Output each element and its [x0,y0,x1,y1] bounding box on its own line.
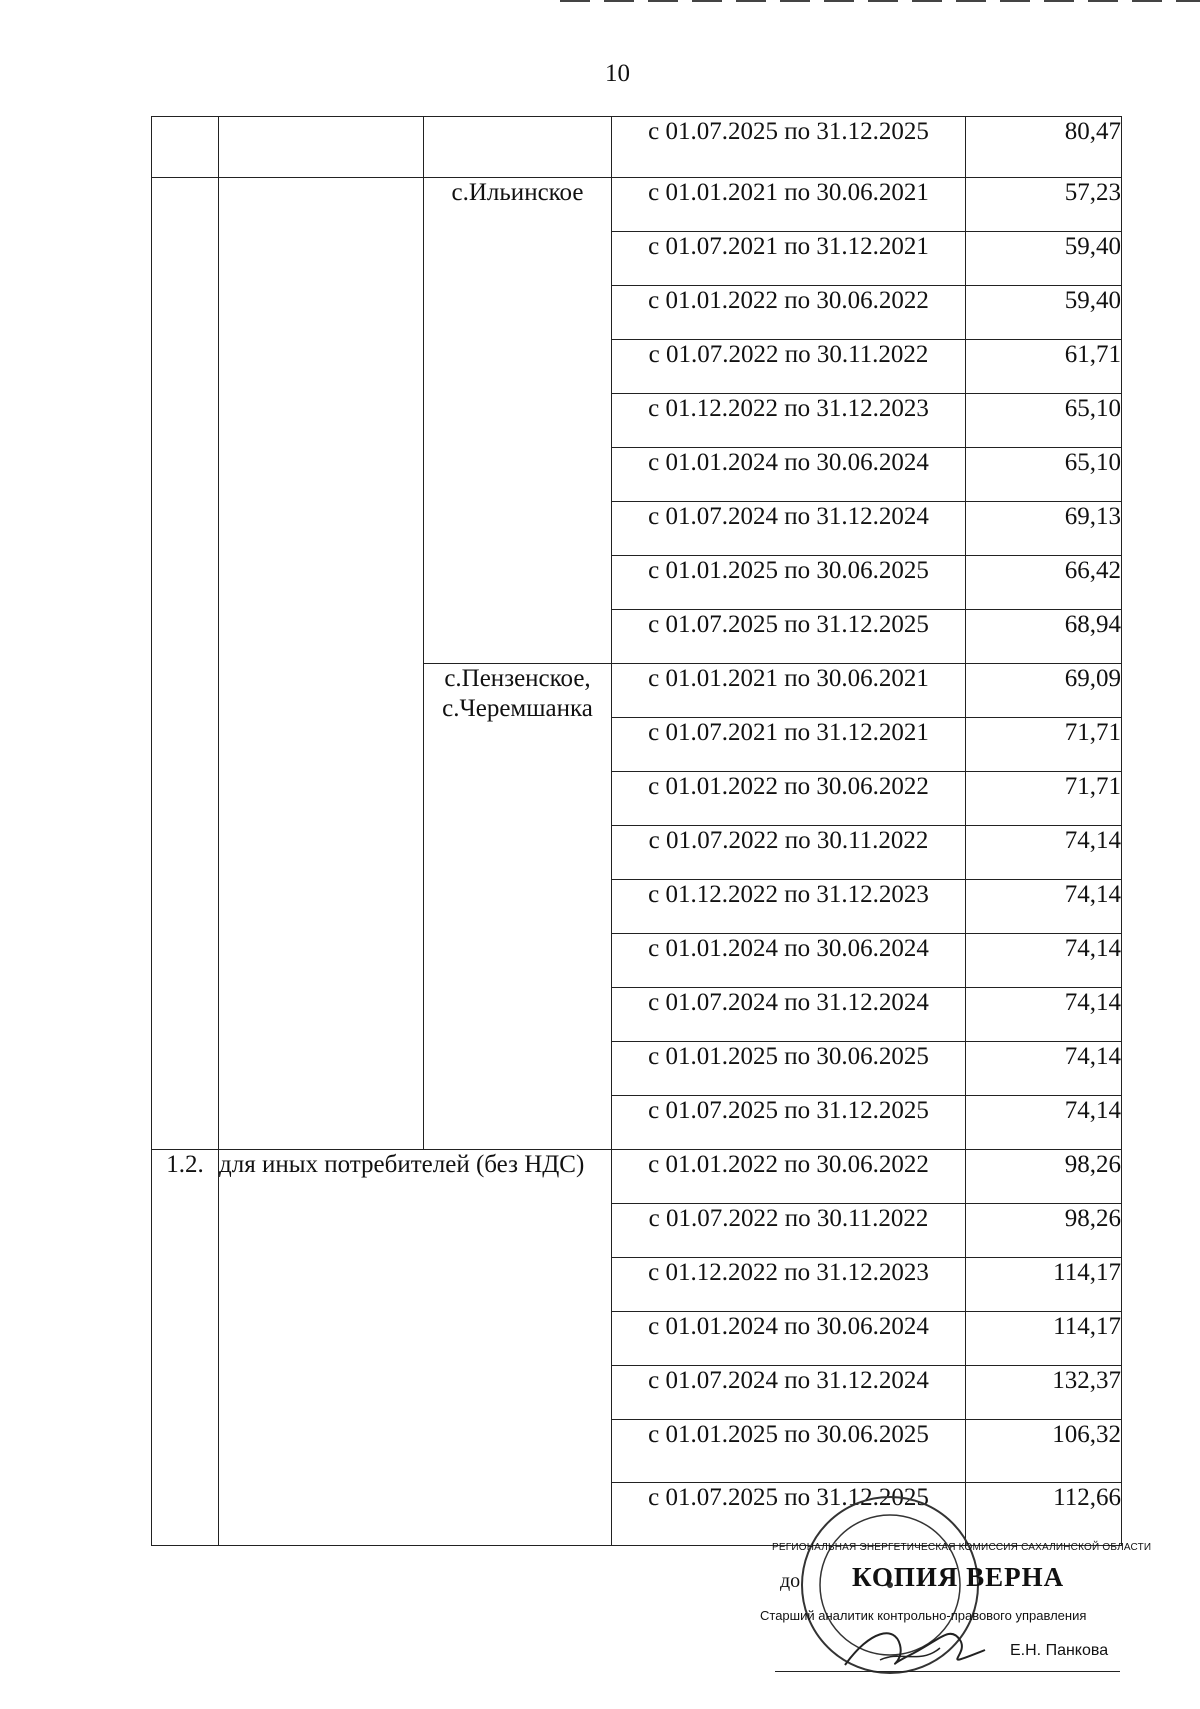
cell-value: 57,23 [966,178,1122,232]
stamp-organization: РЕГИОНАЛЬНАЯ ЭНЕРГЕТИЧЕСКАЯ КОМИССИЯ САХАЛИНСКОЙ ОБЛАСТИ [772,1542,1152,1553]
cell-period: с 01.07.2025 по 31.12.2025 [612,1096,966,1150]
table-row [152,117,1122,178]
cell-period: с 01.01.2024 по 30.06.2024 [612,934,966,988]
page-number: 10 [605,60,630,87]
stamp-position: Старший аналитик контрольно-правового управления [760,1608,1087,1623]
cell-period: с 01.01.2022 по 30.06.2022 [612,1150,966,1204]
cell-value: 69,09 [966,664,1122,718]
cell-value: 74,14 [966,1042,1122,1096]
cell-value: 114,17 [966,1312,1122,1366]
cell-value: 80,47 [966,117,1122,178]
cell-value: 74,14 [966,988,1122,1042]
cell-location-ilinskoe: с.Ильинское [424,178,612,664]
cell-period: с 01.07.2025 по 31.12.2025 [612,610,966,664]
top-scan-rule [560,0,1200,2]
cell-consumer [219,178,424,1150]
cell-period: с 01.12.2022 по 31.12.2023 [612,394,966,448]
signature-line [775,1671,1120,1672]
cell-value: 106,32 [966,1420,1122,1483]
cell-period: с 01.01.2021 по 30.06.2021 [612,664,966,718]
cell-period: с 01.07.2022 по 30.11.2022 [612,340,966,394]
cell-period: с 01.01.2024 по 30.06.2024 [612,1312,966,1366]
cell-period: с 01.12.2022 по 31.12.2023 [612,880,966,934]
cell-period: с 01.12.2022 по 31.12.2023 [612,1258,966,1312]
table-row [152,178,1122,232]
cell-value: 132,37 [966,1366,1122,1420]
cell-location [424,117,612,178]
cell-value: 65,10 [966,394,1122,448]
cell-period: с 01.07.2025 по 31.12.2025 [612,117,966,178]
cell-period: с 01.07.2024 по 31.12.2024 [612,502,966,556]
table-row [152,1150,1122,1204]
cell-period: с 01.01.2025 по 30.06.2025 [612,1042,966,1096]
cell-num-1-2: 1.2. [152,1150,219,1546]
stamp-prefix: до [780,1570,801,1592]
cell-period: с 01.01.2022 по 30.06.2022 [612,286,966,340]
stamp-signer: Е.Н. Панкова [1010,1642,1109,1659]
cell-period: с 01.01.2024 по 30.06.2024 [612,448,966,502]
cell-period: с 01.07.2024 по 31.12.2024 [612,1366,966,1420]
cell-value: 98,26 [966,1150,1122,1204]
cell-value: 65,10 [966,448,1122,502]
cell-period: с 01.07.2021 по 31.12.2021 [612,718,966,772]
cell-value: 71,71 [966,718,1122,772]
cell-value: 71,71 [966,772,1122,826]
cell-value: 66,42 [966,556,1122,610]
cell-value: 114,17 [966,1258,1122,1312]
cell-period: с 01.01.2025 по 30.06.2025 [612,556,966,610]
cell-period: с 01.01.2021 по 30.06.2021 [612,178,966,232]
cell-period: с 01.07.2025 по 31.12.2025 [612,1483,966,1546]
signature-icon [840,1620,990,1675]
cell-consumer-other: для иных потребителей (без НДС) [219,1150,612,1546]
cell-value: 59,40 [966,232,1122,286]
cell-value: 59,40 [966,286,1122,340]
cell-period: с 01.01.2022 по 30.06.2022 [612,772,966,826]
cell-value: 69,13 [966,502,1122,556]
cell-period: с 01.07.2022 по 30.11.2022 [612,1204,966,1258]
cell-value: 112,66 [966,1483,1122,1546]
cell-location-penzenskoe: с.Пензенское, с.Черемшанка [424,664,612,1150]
cell-value: 74,14 [966,934,1122,988]
cell-value: 68,94 [966,610,1122,664]
cell-consumer [219,117,424,178]
cell-value: 61,71 [966,340,1122,394]
cell-period: с 01.07.2022 по 30.11.2022 [612,826,966,880]
cell-period: с 01.07.2024 по 31.12.2024 [612,988,966,1042]
cell-value: 74,14 [966,826,1122,880]
cell-num [152,178,219,1150]
cell-value: 98,26 [966,1204,1122,1258]
cell-value: 74,14 [966,880,1122,934]
tariff-table [151,116,1122,1546]
certification-stamp [760,1470,1200,1700]
cell-period: с 01.01.2025 по 30.06.2025 [612,1420,966,1483]
stamp-title: КОПИЯ ВЕРНА [852,1562,1065,1592]
cell-num [152,117,219,178]
cell-period: с 01.07.2021 по 31.12.2021 [612,232,966,286]
cell-value: 74,14 [966,1096,1122,1150]
